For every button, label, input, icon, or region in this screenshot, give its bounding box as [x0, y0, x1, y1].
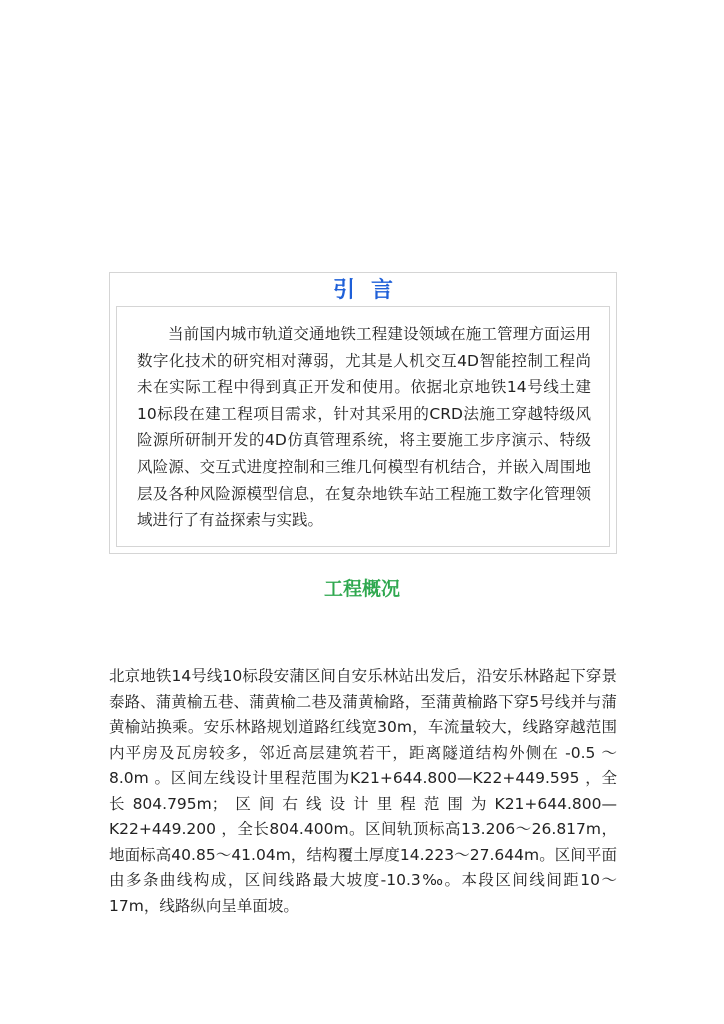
intro-title: 引言 — [332, 278, 409, 303]
intro-paragraph: 当前国内城市轨道交通地铁工程建设领域在施工管理方面运用数字化技术的研究相对薄弱，尤其是人机交互4D智能控制工程尚未在实际工程中得到真正开发和使用。依据北京地铁14号线土建10标段在建工程项目需求，针对其采用的CRD法施工穿越特级风险源所研制开发的4D仿真管理系统，将主要施工步序演示、特级风险源、交互式进度控制和三维几何模型有机结合，并嵌入周围地层及各种风险源模型信息，在复杂地铁车站工程施工数字化管理领域进行了有益探索与实践。 — [137, 325, 591, 530]
overview-title: 工程概况 — [323, 578, 400, 600]
overview-paragraph: 北京地铁14号线10标段安蒲区间自安乐林站出发后，沿安乐林路起下穿景泰路、蒲黄榆五巷、蒲黄榆二巷及蒲黄榆路，至蒲黄榆路下穿5号线并与蒲黄榆站换乘。安乐林路规划道路红线宽30m，车流量较大，线路穿越范围内平房及瓦房较多，邻近高层建筑若干，距离隧道结构外侧在 -0.5 ～ 8.0m 。区间左线设计里程范围为K21+644.800—K22+449.595 ，全长804.795m；区间右线设计里程范围为K21+644.800—K22+449.200 ，全长804.400m。区间轨顶标高13.206～26.817m，地面标高40.85～41.04m，结构覆土厚度14.223～27.644m。区间平面由多条曲线构成，区间线路最大坡度-10.3‰。本段区间线间距10～17m，线路纵向呈单面坡。 — [109, 667, 617, 915]
intro-inner-frame — [116, 306, 610, 547]
intro-box — [109, 272, 617, 554]
